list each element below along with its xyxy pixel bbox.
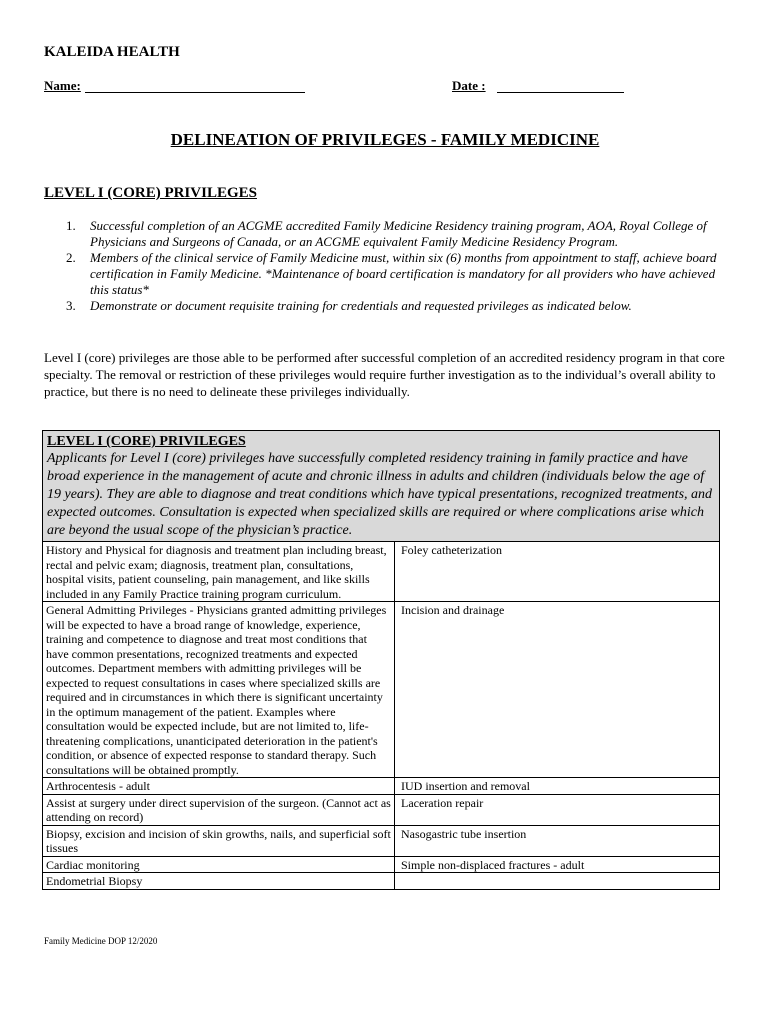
core-privileges-box	[42, 430, 720, 890]
privilege-cell: History and Physical for diagnosis and treatment plan including breast, rectal and pelvic exam; diagnosis, treatment plan, consultations, hospital visits, patient counseling, pain management, and like skills included in any Family Practice training program curriculum.	[43, 542, 395, 602]
table-row	[43, 542, 719, 602]
table-row	[43, 778, 719, 795]
privilege-cell: Cardiac monitoring	[43, 856, 395, 873]
privilege-cell: IUD insertion and removal	[395, 778, 720, 795]
name-label: Name:	[44, 78, 81, 93]
privilege-cell: Incision and drainage	[395, 602, 720, 778]
organization-name: KALEIDA HEALTH	[44, 44, 180, 60]
core-privileges-header	[43, 431, 719, 542]
name-field[interactable]	[85, 92, 305, 93]
privilege-cell: Assist at surgery under direct supervision of the surgeon. (Cannot act as attending on record)	[43, 794, 395, 825]
table-row	[43, 873, 719, 889]
privilege-cell	[395, 873, 720, 889]
table-row	[43, 602, 719, 778]
privilege-cell: Biopsy, excision and incision of skin growths, nails, and superficial soft tissues	[43, 825, 395, 856]
requirements-list	[44, 218, 728, 314]
requirement-item: 1. Successful completion of an ACGME accredited Family Medicine Residency training program, AOA, Royal College of Physicians and Surgeons of Canada, or an ACGME equivalent Family Medicine Residency Program.	[66, 218, 707, 249]
privilege-cell: Foley catheterization	[395, 542, 720, 602]
level-heading: LEVEL I (CORE) PRIVILEGES	[44, 185, 257, 201]
table-row	[43, 825, 719, 856]
date-field[interactable]	[497, 92, 624, 93]
intro-paragraph: Level I (core) privileges are those able to be performed after successful completion of an accredited residency program in that core specialty. The removal or restriction of these privileges would require further investigation as to the individual’s overall ability to practice, but there is no need to delineate these privileges individually.	[44, 350, 725, 399]
privileges-table	[43, 542, 719, 889]
privilege-cell: Endometrial Biopsy	[43, 873, 395, 889]
privilege-cell: General Admitting Privileges - Physicians granted admitting privileges will be expected to have a broad range of knowledge, experience, training and competence to diagnose and treat most conditions that have common presentations, recognized treatments and expected outcomes. Department members with admitting privileges will be expected to request consultations in cases where specialized skills are required and in circumstances in which there is significant uncertainty in the optimum management of the patient. Examples where consultation would be expected include, but are not limited to, life-threatening complications, unanticipated deterioration in the patient's condition, or absence of expected response to standard therapy. Such consultations will be obtained promptly.	[43, 602, 395, 778]
date-label: Date :	[452, 78, 486, 93]
box-title: LEVEL I (CORE) PRIVILEGES	[47, 434, 246, 449]
privilege-cell: Laceration repair	[395, 794, 720, 825]
requirement-item: 3. Demonstrate or document requisite training for credentials and requested privileges as indicated below.	[66, 298, 632, 313]
privilege-cell: Arthrocentesis - adult	[43, 778, 395, 795]
table-row	[43, 856, 719, 873]
footer: Family Medicine DOP 12/2020	[44, 936, 158, 946]
page-title: DELINEATION OF PRIVILEGES - FAMILY MEDICINE	[170, 130, 600, 149]
privilege-cell: Nasogastric tube insertion	[395, 825, 720, 856]
privilege-cell: Simple non-displaced fractures - adult	[395, 856, 720, 873]
requirement-item: 2. Members of the clinical service of Family Medicine must, within six (6) months from appointment to staff, achieve board certification in Family Medicine. *Maintenance of board certification is mandatory for all providers who have achieved this status*	[66, 250, 717, 297]
box-description: Applicants for Level I (core) privileges have successfully completed residency training in family practice and have broad experience in the management of acute and chronic illness in adults and children (individuals below the age of 19 years). They are able to diagnose and treat conditions which have typical presentations, recognized treatments, and expected outcomes. Consultation is expected when specialized skills are required or where complications arise which are beyond the usual scope of the physician’s practice.	[47, 451, 713, 538]
table-row	[43, 794, 719, 825]
